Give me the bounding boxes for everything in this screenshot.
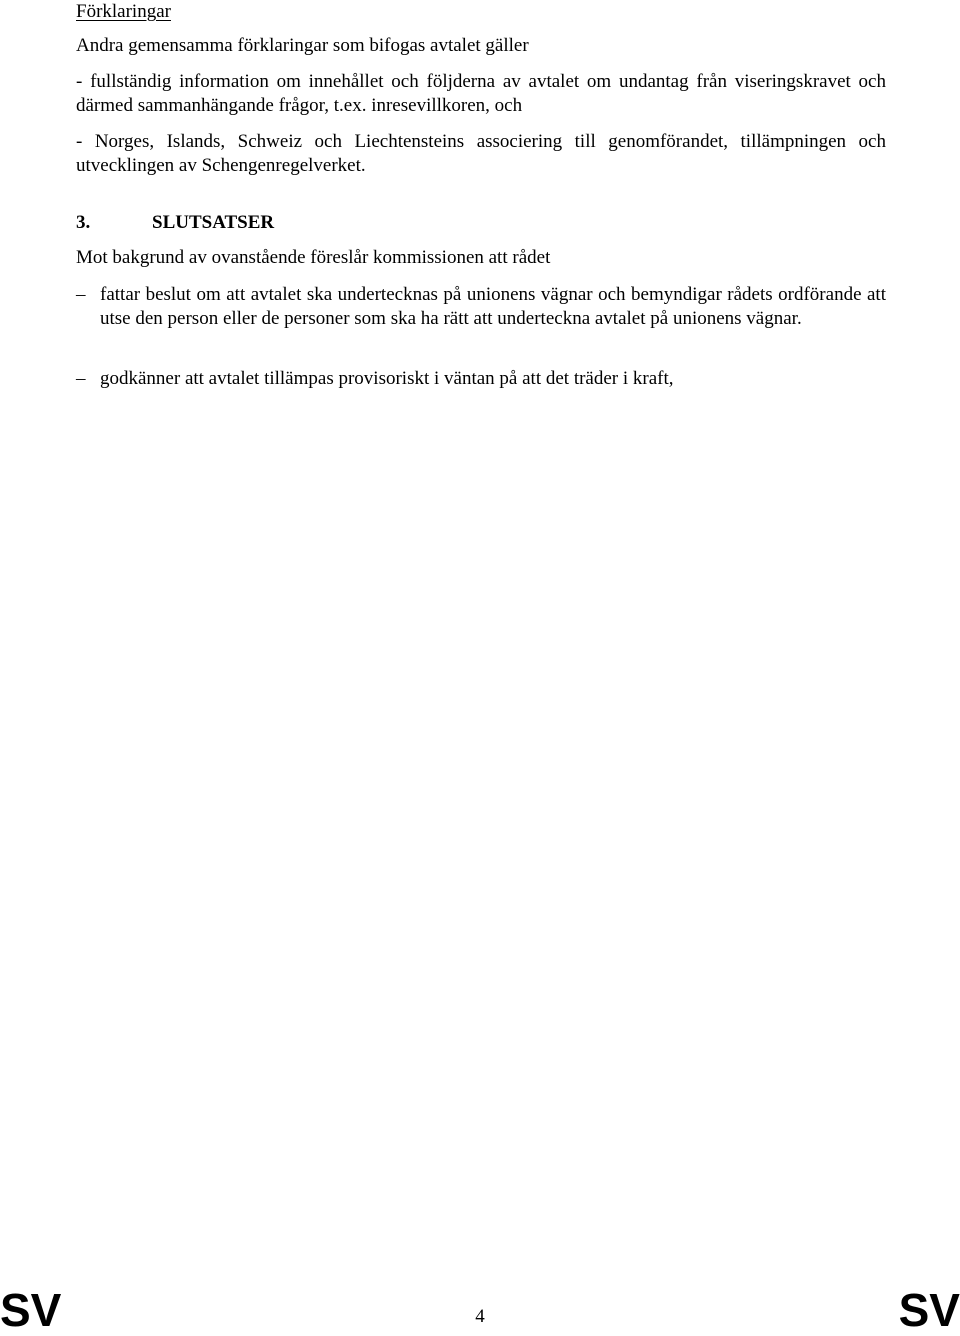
section-label: Förklaringar <box>76 1 171 22</box>
dash-marker: – <box>76 284 86 305</box>
footer-language-left: SV <box>0 1284 62 1336</box>
conclusion-point <box>76 367 886 391</box>
list-item: - Norges, Islands, Schweiz och Liechtensteins associering till genomförandet, tillämpningen och utvecklingen av Schengenregelverket. <box>76 131 886 176</box>
conclusion-intro: Mot bakgrund av ovanstående föreslår kommissionen att rådet <box>76 247 551 268</box>
list-item: - fullständig information om innehållet och följderna av avtalet om undantag från viseringskravet och därmed sammanhängande frågor, t.ex. inresevillkoren, och <box>76 71 886 116</box>
intro-paragraph: Andra gemensamma förklaringar som bifogas avtalet gäller <box>76 35 529 56</box>
section-heading <box>76 211 274 235</box>
conclusion-point <box>76 283 886 331</box>
section-number: 3. <box>76 212 91 233</box>
section-title: SLUTSATSER <box>152 212 275 233</box>
footer-language-right: SV <box>898 1284 960 1336</box>
page-number: 4 <box>475 1306 485 1327</box>
conclusion-point-text: godkänner att avtalet tillämpas provisoriskt i väntan på att det träder i kraft, <box>100 368 674 389</box>
dash-marker: – <box>76 368 86 389</box>
conclusion-point-text: fattar beslut om att avtalet ska undertecknas på unionens vägnar och bemyndigar rådets ordförande att utse den person eller de personer som ska ha rätt att underteckna avtalet på unionens vägnar. <box>100 284 886 329</box>
